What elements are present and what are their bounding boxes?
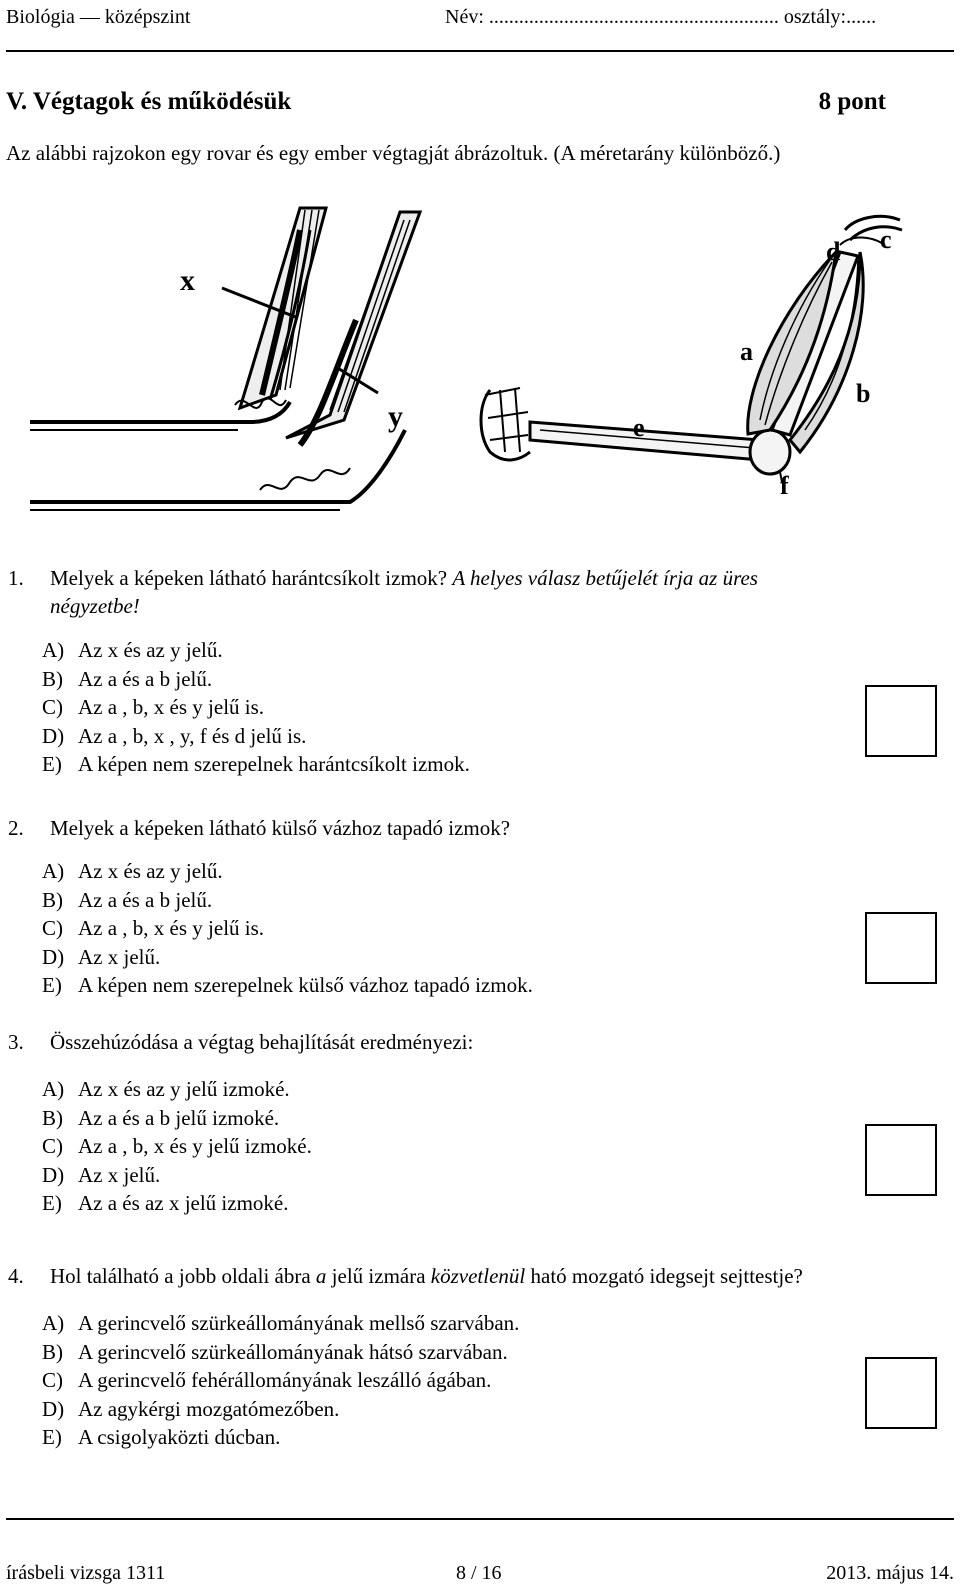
option-text: Az a és az x jelű izmoké.: [78, 1191, 289, 1215]
question-1-instruction: A helyes válasz betűjelét írja az üres: [452, 566, 758, 590]
footer-page-number: 8 / 16: [456, 1562, 502, 1584]
option-text: A gerincvelő szürkeállományának hátsó szarvában.: [78, 1339, 508, 1364]
label-x: x: [180, 264, 195, 297]
option: [42, 1395, 519, 1424]
option-letter: A): [42, 1077, 65, 1101]
question-1: [8, 564, 948, 618]
option-text: A gerincvelő szürkeállományának mellső szarvában.: [78, 1311, 520, 1335]
option-text: A képen nem szerepelnek harántcsíkolt izmok.: [78, 752, 470, 776]
option-letter: D): [42, 1396, 65, 1421]
option-letter: B): [42, 1105, 63, 1130]
label-c: c: [880, 225, 892, 254]
option-letter: E): [42, 1191, 62, 1215]
question-number: 1.: [8, 566, 24, 590]
footer-exam-code: írásbeli vizsga 1311: [6, 1562, 166, 1584]
header-subject: Biológia — középszint: [6, 6, 191, 28]
section-points: 8 pont: [818, 88, 886, 115]
option-text: Az a és a b jelű.: [78, 666, 213, 691]
option-text: Az a és a b jelű.: [78, 887, 213, 912]
answer-box-4[interactable]: [865, 1357, 937, 1429]
option: [42, 722, 470, 751]
question-text: Melyek a képeken látható külső vázhoz tapadó izmok?: [50, 816, 511, 840]
option: [42, 693, 470, 722]
question-number: 2.: [8, 816, 24, 840]
option: [42, 971, 533, 1000]
question-4-text-emph: közvetlenül: [430, 1264, 526, 1288]
question-1-options: [42, 636, 470, 779]
option: [42, 1075, 312, 1104]
option: [42, 943, 533, 972]
label-y: y: [388, 400, 403, 433]
question-1-instruction-2: négyzetbe!: [50, 594, 140, 618]
option-letter: D): [42, 723, 65, 748]
header-name-field: Név: .......................................................... osztály:......: [445, 6, 877, 28]
question-number: 3.: [8, 1030, 24, 1054]
option-text: Az a , b, x és y jelű is.: [78, 916, 265, 940]
option: [42, 665, 470, 694]
option-text: Az x és az y jelű.: [78, 638, 223, 662]
option-text: A csigolyaközti dúcban.: [78, 1425, 281, 1449]
option-letter: C): [42, 1368, 63, 1392]
question-text: Összehúzódása a végtag behajlítását eredményezi:: [50, 1030, 474, 1054]
option: [42, 636, 470, 665]
option: [42, 1309, 519, 1338]
option-text: Az x és az y jelű.: [78, 859, 223, 883]
option-letter: D): [42, 1162, 65, 1187]
question-4-options: [42, 1309, 519, 1452]
option-letter: C): [42, 916, 63, 940]
option: [42, 886, 533, 915]
answer-box-3[interactable]: [865, 1124, 937, 1196]
label-a: a: [740, 337, 753, 366]
label-d: d: [826, 237, 841, 266]
question-2: [8, 814, 948, 842]
option: [42, 1423, 519, 1452]
option: [42, 1161, 312, 1190]
option-text: Az x és az y jelű izmoké.: [78, 1077, 290, 1101]
option-letter: B): [42, 666, 63, 691]
answer-box-1[interactable]: [865, 685, 937, 757]
footer-rule: [6, 1518, 954, 1520]
option-letter: E): [42, 973, 62, 997]
section-intro: Az alábbi rajzokon egy rovar és egy ember végtagját ábrázoltuk. (A méretarány különböző.): [6, 141, 781, 165]
question-4-text-a: a: [315, 1264, 327, 1288]
option: [42, 914, 533, 943]
question-4-text-before: Hol található a jobb oldali ábra: [50, 1264, 316, 1288]
label-b: b: [856, 379, 871, 408]
option-letter: B): [42, 887, 63, 912]
option-letter: A): [42, 1311, 65, 1335]
label-e: e: [633, 413, 645, 442]
option-letter: A): [42, 638, 65, 662]
option: [42, 857, 533, 886]
option: [42, 750, 470, 779]
option: [42, 1338, 519, 1367]
option-letter: E): [42, 752, 62, 776]
question-3: [8, 1028, 948, 1056]
option-letter: B): [42, 1339, 63, 1364]
question-4: [8, 1262, 953, 1290]
option: [42, 1189, 312, 1218]
option-letter: A): [42, 859, 65, 883]
option-letter: C): [42, 1134, 63, 1158]
question-text: [50, 564, 950, 620]
option-text: A gerincvelő fehérállományának leszálló ágában.: [78, 1368, 492, 1392]
option-text: A képen nem szerepelnek külső vázhoz tapadó izmok.: [78, 973, 533, 997]
footer-date: 2013. május 14.: [826, 1562, 954, 1584]
insect-limb-drawing: [30, 208, 420, 510]
option-letter: D): [42, 944, 65, 969]
question-text: [50, 1262, 950, 1290]
option-text: Az a , b, x és y jelű izmoké.: [78, 1134, 312, 1158]
option: [42, 1104, 312, 1133]
option: [42, 1132, 312, 1161]
question-2-options: [42, 857, 533, 1000]
label-f: f: [780, 471, 789, 500]
option-text: Az a , b, x , y, f és d jelű is.: [78, 723, 307, 748]
question-1-text: Melyek a képeken látható harántcsíkolt izmok?: [50, 566, 448, 590]
section-title: V. Végtagok és működésük: [6, 88, 292, 115]
question-4-text-after: ható mozgató idegsejt sejttestje?: [525, 1264, 803, 1288]
limb-figure: [0, 190, 960, 530]
option-text: Az x jelű.: [78, 1162, 161, 1187]
option-letter: C): [42, 695, 63, 719]
question-3-options: [42, 1075, 312, 1218]
option-text: Az x jelű.: [78, 944, 161, 969]
question-4-text-mid: jelű izmára: [326, 1264, 431, 1288]
answer-box-2[interactable]: [865, 912, 937, 984]
header-rule: [6, 50, 954, 52]
option-text: Az a és a b jelű izmoké.: [78, 1105, 280, 1130]
option-text: Az agykérgi mozgatómezőben.: [78, 1396, 340, 1421]
option-text: Az a , b, x és y jelű is.: [78, 695, 265, 719]
question-number: 4.: [8, 1264, 24, 1288]
option-letter: E): [42, 1425, 62, 1449]
option: [42, 1366, 519, 1395]
